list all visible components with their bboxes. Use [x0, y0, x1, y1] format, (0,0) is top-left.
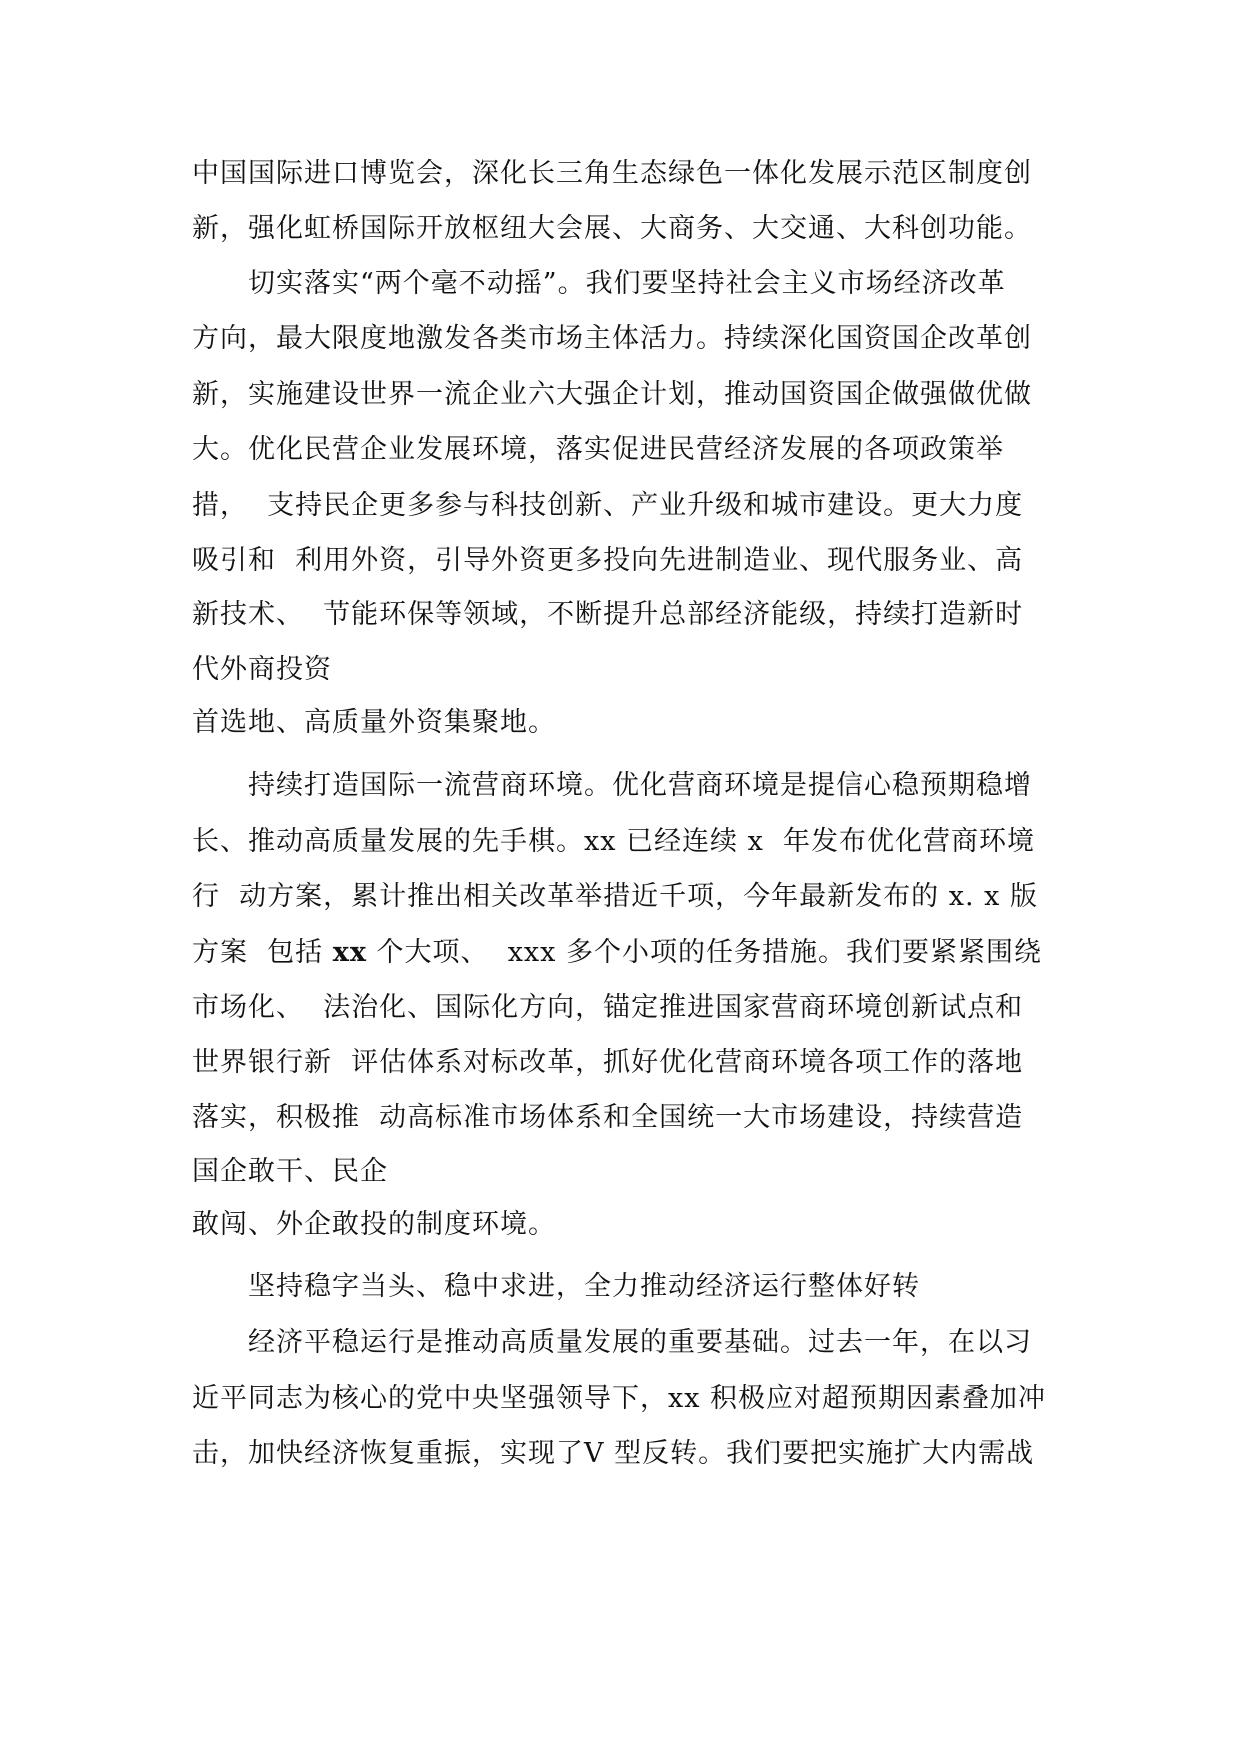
text-line: 中国国际进口博览会，深化长三角生态绿色一体化发展示范区制度创 — [192, 158, 1032, 189]
section-heading: 坚持稳字当头、稳中求进，全力推动经济运行整体好转 — [248, 1271, 920, 1302]
text-segment: 个大项、 xxx 多个小项的任务措施。我们要紧紧围绕 — [366, 937, 1042, 968]
paragraph-start: 经济平稳运行是推动高质量发展的重要基础。过去一年，在以习 — [248, 1327, 1032, 1358]
text-line: 近平同志为核心的党中央坚强领导下，xx 积极应对超预期因素叠加冲 — [192, 1383, 1047, 1414]
text-line: 新，实施建设世界一流企业六大强企计划，推动国资国企做强做优做 — [192, 379, 1032, 410]
text-line: 首选地、高质量外资集聚地。 — [192, 707, 556, 738]
text-line: 新技术、 节能环保等领域，不断提升总部经济能级，持续打造新时 — [192, 599, 1024, 630]
text-line-with-bold — [192, 936, 1042, 970]
bold-text-segment: xx — [332, 937, 367, 968]
text-line: 大。优化民营企业发展环境，落实促进民营经济发展的各项政策举 — [192, 434, 1004, 465]
text-line: 新，强化虹桥国际开放枢纽大会展、大商务、大交通、大科创功能。 — [192, 213, 1032, 244]
text-line: 方向，最大限度地激发各类市场主体活力。持续深化国资国企改革创 — [192, 323, 1032, 354]
paragraph-start: 切实落实“两个毫不动摇”。我们要坚持社会主义市场经济改革 — [248, 268, 1006, 299]
text-line: 代外商投资 — [192, 654, 332, 685]
text-line: 世界银行新 评估体系对标改革，抓好优化营商环境各项工作的落地 — [192, 1047, 1024, 1078]
text-line: 国企敢干、民企 — [192, 1156, 388, 1187]
text-line: 敢闯、外企敢投的制度环境。 — [192, 1209, 556, 1240]
text-line: 击，加快经济恢复重振，实现了Ⅴ 型反转。我们要把实施扩大内需战 — [192, 1438, 1035, 1469]
text-line: 落实，积极推 动高标准市场体系和全国统一大市场建设，持续营造 — [192, 1102, 1024, 1133]
text-line: 吸引和 利用外资，引导外资更多投向先进制造业、现代服务业、高 — [192, 545, 1024, 576]
text-segment: 方案 包括 — [192, 937, 333, 968]
text-line: 措， 支持民企更多参与科技创新、产业升级和城市建设。更大力度 — [192, 490, 1024, 521]
text-line: 市场化、 法治化、国际化方向，锚定推进国家营商环境创新试点和 — [192, 992, 1024, 1023]
text-line: 行 动方案，累计推出相关改革举措近千项，今年最新发布的 x. x 版 — [192, 881, 1038, 912]
paragraph-start: 持续打造国际一流营商环境。优化营商环境是提信心稳预期稳增 — [248, 770, 1032, 801]
text-line: 长、推动高质量发展的先手棋。xx 已经连续 x 年发布优化营商环境 — [192, 826, 1036, 857]
